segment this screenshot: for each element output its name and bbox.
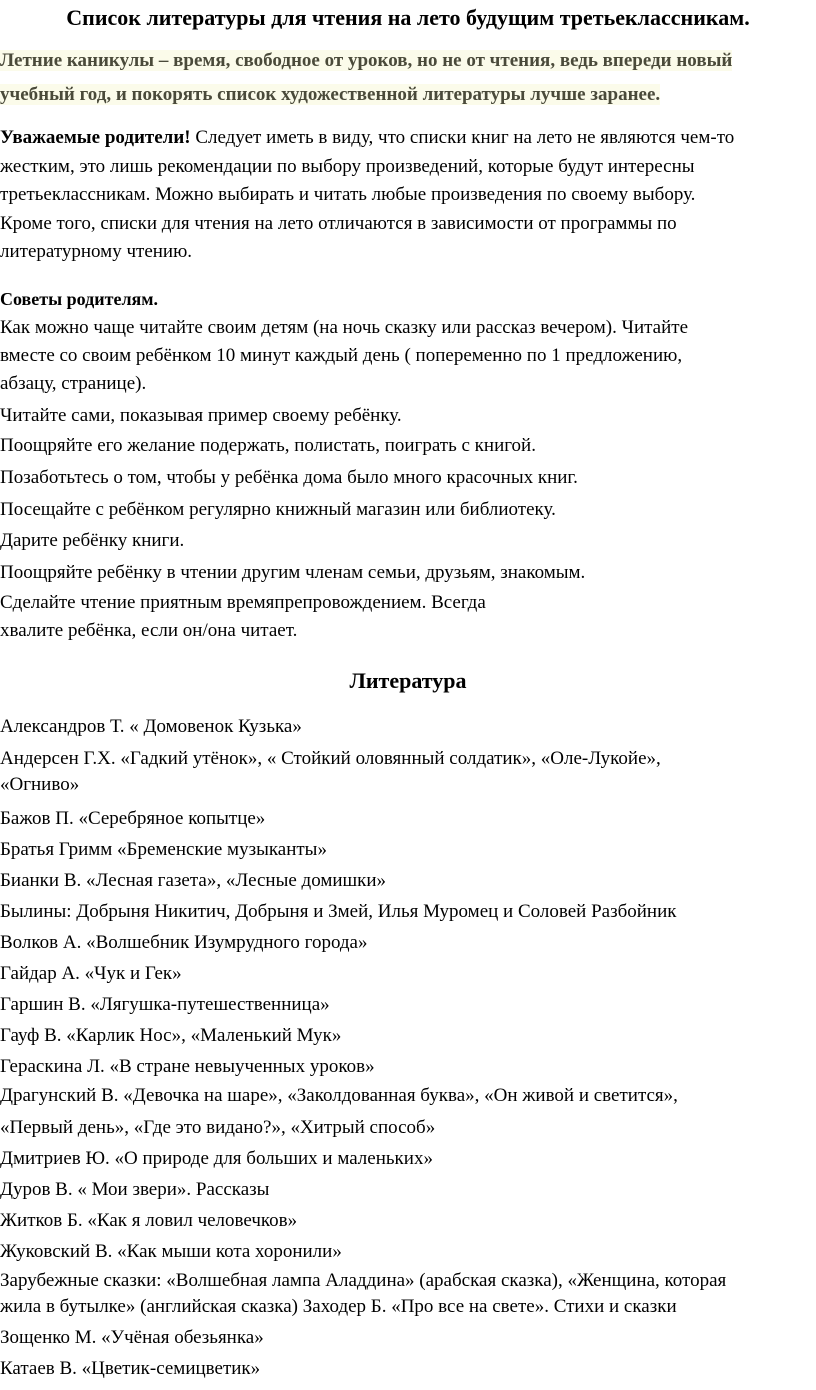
book-item: Волков А. «Волшебник Изумрудного города» xyxy=(0,932,368,953)
book-item: Андерсен Г.Х. «Гадкий утёнок», « Стойкий оловянный солдатик», «Оле-Лукойе», «Огниво» xyxy=(0,748,661,795)
book-item: Былины: Добрыня Никитич, Добрыня и Змей, Илья Муромец и Соловей Разбойник xyxy=(0,901,677,922)
book-item: Дуров В. « Мои звери». Рассказы xyxy=(0,1179,270,1200)
book-item: Гераскина Л. «В стране невыученных уроков» xyxy=(0,1056,375,1077)
notice-line-5: литературному чтению. xyxy=(0,241,193,262)
notice-line-3: третьеклассникам. Можно выбирать и читать любые произведения по своему выбору. xyxy=(0,184,696,205)
page-title: Список литературы для чтения на лето будущим третьеклассникам. xyxy=(66,5,750,30)
intro-line-2: учебный год, и покорять список художественной литературы лучше заранее. xyxy=(0,84,661,105)
book-item: Гауф В. «Карлик Нос», «Маленький Мук» xyxy=(0,1025,342,1046)
tip-item: Поощряйте ребёнку в чтении другим членам семьи, друзьям, знакомым. xyxy=(0,562,586,583)
book-item: Катаев В. «Цветик-семицветик» xyxy=(0,1358,261,1379)
literature-heading: Литература xyxy=(349,668,467,693)
notice-line-4: Кроме того, списки для чтения на лето отличаются в зависимости от программы по xyxy=(0,212,677,234)
notice-line-2: жестким, это лишь рекомендации по выбору произведений, которые будут интересны xyxy=(0,155,695,177)
tip-item: Посещайте с ребёнком регулярно книжный магазин или библиотеку. xyxy=(0,499,556,520)
notice-lead: Уважаемые родители! xyxy=(0,127,191,148)
book-item: Житков Б. «Как я ловил человечков» xyxy=(0,1210,298,1231)
notice-line-1: Следует иметь в виду, что списки книг на лето не являются чем-то xyxy=(190,127,735,148)
book-item: Гайдар А. «Чук и Гек» xyxy=(0,963,182,984)
book-item: Бажов П. «Серебряное копытце» xyxy=(0,808,266,829)
book-item: Бианки В. «Лесная газета», «Лесные домишки» xyxy=(0,870,387,891)
tip-item: Дарите ребёнку книги. xyxy=(0,530,185,551)
tip-item: Поощряйте его желание подержать, полистать, поиграть с книгой. xyxy=(0,435,536,456)
book-item: Зощенко М. «Учёная обезьянка» xyxy=(0,1327,264,1348)
tip-item: Как можно чаще читайте своим детям (на ночь сказку или рассказ вечером). Читайте вместе со своим ребёнком 10 минут каждый день ( попеременно по 1 предложению, абзацу, странице). xyxy=(0,317,688,394)
book-item: Жуковский В. «Как мыши кота хоронили» xyxy=(0,1241,342,1262)
tips-heading: Советы родителям. xyxy=(0,289,159,309)
tip-item: Позаботьтесь о том, чтобы у ребёнка дома было много красочных книг. xyxy=(0,467,578,488)
book-item: Александров Т. « Домовенок Кузька» xyxy=(0,716,302,737)
book-item: Гаршин В. «Лягушка-путешественница» xyxy=(0,994,330,1015)
intro-paragraph xyxy=(0,44,816,112)
tip-item: Сделайте чтение приятным времяпрепровождением. Всегда хвалите ребёнка, если он/она читает. xyxy=(0,592,486,641)
intro-line-1: Летние каникулы – время, свободное от уроков, но не от чтения, ведь впереди новый xyxy=(0,50,733,71)
book-item: Дмитриев Ю. «О природе для больших и маленьких» xyxy=(0,1148,433,1169)
book-item: «Первый день», «Где это видано?», «Хитрый способ» xyxy=(0,1117,436,1138)
book-item: Драгунский В. «Девочка на шаре», «Заколдованная буква», «Он живой и светится», xyxy=(0,1085,678,1106)
tip-item: Читайте сами, показывая пример своему ребёнку. xyxy=(0,405,402,426)
book-item: Братья Гримм «Бременские музыканты» xyxy=(0,839,327,860)
parents-notice xyxy=(0,124,816,267)
book-item: Зарубежные сказки: «Волшебная лампа Аладдина» (арабская сказка), «Женщина, которая жила в бутылке» (английская сказка) Заходер Б. «Про все на свете». Стихи и сказки xyxy=(0,1270,727,1317)
